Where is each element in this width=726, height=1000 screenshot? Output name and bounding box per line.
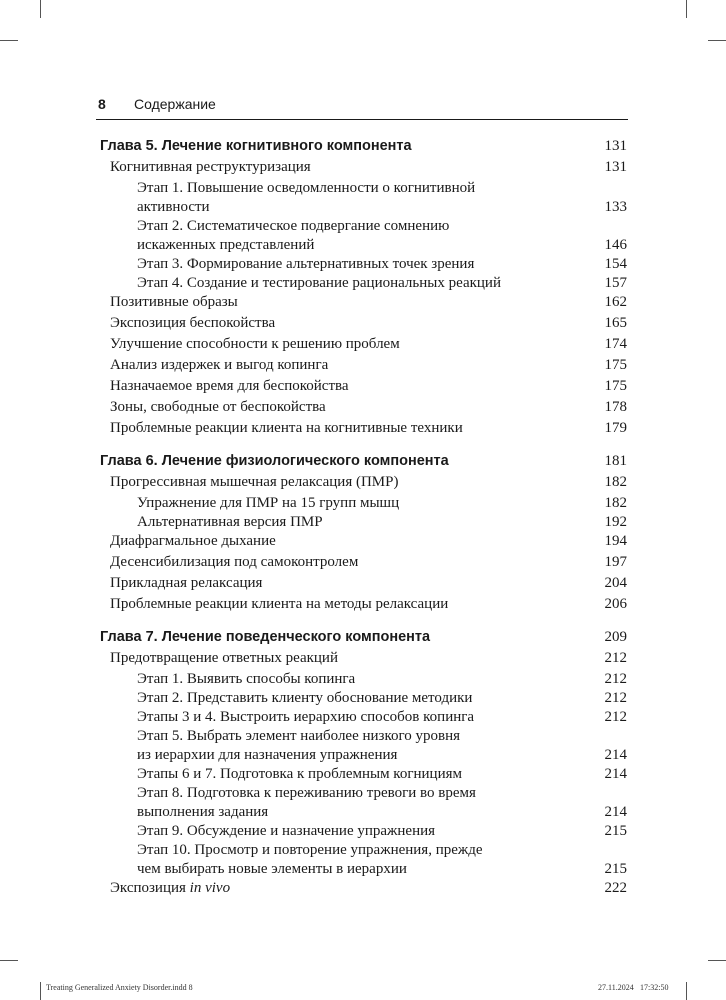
page-ref: 175 bbox=[604, 378, 627, 394]
entry-title: Этап 3. Формирование альтернативных точек зрения bbox=[137, 256, 475, 272]
entry-title: Экспозиция bbox=[110, 880, 190, 896]
entry-title: Этап 8. Подготовка к переживанию тревоги во время bbox=[137, 785, 476, 801]
toc-entry bbox=[137, 707, 627, 727]
page-ref: 157 bbox=[604, 275, 627, 291]
toc-entry bbox=[137, 669, 627, 689]
toc-entry bbox=[110, 334, 627, 354]
entry-title: чем выбирать новые элементы в иерархии bbox=[137, 861, 407, 877]
page-ref: 204 bbox=[604, 575, 627, 591]
toc-entry bbox=[137, 840, 627, 860]
crop-mark bbox=[686, 0, 687, 18]
toc-entry bbox=[110, 418, 627, 438]
entry-title: Этап 9. Обсуждение и назначение упражнения bbox=[137, 823, 436, 839]
page-ref: 131 bbox=[604, 159, 627, 175]
entry-title: искаженных представлений bbox=[137, 237, 315, 253]
toc-entry bbox=[137, 745, 627, 765]
page-ref: 182 bbox=[604, 474, 627, 490]
toc-entry bbox=[137, 783, 627, 803]
toc-entry bbox=[110, 355, 627, 375]
entry-title: Предотвращение ответных реакций bbox=[110, 650, 338, 666]
page-ref: 209 bbox=[604, 629, 627, 645]
toc-entry bbox=[110, 552, 627, 572]
page-ref: 175 bbox=[604, 357, 627, 373]
crop-mark bbox=[708, 960, 726, 961]
toc-entry bbox=[137, 273, 627, 293]
toc-entry bbox=[110, 531, 627, 551]
page-ref: 162 bbox=[604, 294, 627, 310]
page-ref: 212 bbox=[604, 671, 627, 687]
toc-entry bbox=[137, 235, 627, 255]
entry-title: Этап 5. Выбрать элемент наиболее низкого уровня bbox=[137, 728, 461, 744]
page-ref: 182 bbox=[604, 495, 627, 511]
running-title: Содержание bbox=[134, 96, 216, 112]
toc-entry bbox=[110, 397, 627, 417]
toc-entry bbox=[137, 688, 627, 708]
entry-title: из иерархии для назначения упражнения bbox=[137, 747, 398, 763]
header-divider bbox=[96, 119, 628, 120]
entry-title: активности bbox=[137, 199, 210, 215]
page-ref: 214 bbox=[604, 766, 627, 782]
chapter-title: Глава 7. Лечение поведенческого компонента bbox=[100, 629, 431, 645]
toc-entry bbox=[137, 512, 627, 532]
chapter-title: Глава 6. Лечение физиологического компонента bbox=[100, 453, 449, 469]
entry-title: Этапы 3 и 4. Выстроить иерархию способов копинга bbox=[137, 709, 475, 725]
footer-date: 27.11.2024 bbox=[598, 983, 634, 992]
entry-title: Проблемные реакции клиента на методы релаксации bbox=[110, 596, 449, 612]
toc-chapter bbox=[100, 136, 627, 156]
page-ref: 194 bbox=[604, 533, 627, 549]
toc-entry bbox=[137, 859, 627, 879]
toc-entry bbox=[137, 821, 627, 841]
entry-title: Зоны, свободные от беспокойства bbox=[110, 399, 326, 415]
entry-title: Улучшение способности к решению проблем bbox=[110, 336, 400, 352]
toc-chapter bbox=[100, 627, 627, 647]
page-ref: 146 bbox=[604, 237, 627, 253]
entry-title: Альтернативная версия ПМР bbox=[137, 514, 323, 530]
page-ref: 197 bbox=[604, 554, 627, 570]
toc-entry bbox=[110, 292, 627, 312]
toc-entry bbox=[110, 157, 627, 177]
page-ref: 192 bbox=[604, 514, 627, 530]
page-ref: 133 bbox=[604, 199, 627, 215]
page-header bbox=[96, 96, 628, 116]
entry-title: выполнения задания bbox=[137, 804, 269, 820]
page-ref: 215 bbox=[604, 861, 627, 877]
toc-entry bbox=[137, 764, 627, 784]
entry-title: Назначаемое время для беспокойства bbox=[110, 378, 349, 394]
crop-mark bbox=[686, 982, 687, 1000]
toc-entry bbox=[137, 493, 627, 513]
entry-title: Этап 2. Представить клиенту обоснование методики bbox=[137, 690, 473, 706]
page-ref: 214 bbox=[604, 747, 627, 763]
entry-title: Прикладная релаксация bbox=[110, 575, 263, 591]
page-ref: 178 bbox=[604, 399, 627, 415]
toc-entry bbox=[110, 376, 627, 396]
page-ref: 214 bbox=[604, 804, 627, 820]
entry-title: Экспозиция беспокойства bbox=[110, 315, 276, 331]
page-ref: 165 bbox=[604, 315, 627, 331]
entry-title: Этап 1. Выявить способы копинга bbox=[137, 671, 356, 687]
toc-entry bbox=[110, 472, 627, 492]
page-ref: 212 bbox=[604, 650, 627, 666]
entry-title: Этап 2. Систематическое подвергание сомнению bbox=[137, 218, 450, 234]
page-ref: 154 bbox=[604, 256, 627, 272]
toc-entry bbox=[137, 802, 627, 822]
crop-mark bbox=[708, 40, 726, 41]
page-ref: 181 bbox=[604, 453, 627, 469]
entry-title: Этап 4. Создание и тестирование рациональных реакций bbox=[137, 275, 501, 291]
entry-title: Этапы 6 и 7. Подготовка к проблемным когнициям bbox=[137, 766, 462, 782]
page-ref: 212 bbox=[604, 709, 627, 725]
page-ref: 179 bbox=[604, 420, 627, 436]
crop-mark bbox=[40, 982, 41, 1000]
page-number: 8 bbox=[98, 96, 106, 112]
toc-entry bbox=[110, 878, 627, 898]
footer-time: 17:32:50 bbox=[640, 983, 669, 992]
toc-entry bbox=[137, 254, 627, 274]
crop-mark bbox=[40, 0, 41, 18]
footer-file: Treating Generalized Anxiety Disorder.indd 8 bbox=[46, 983, 193, 992]
entry-title: Прогрессивная мышечная релаксация (ПМР) bbox=[110, 474, 399, 490]
toc-entry bbox=[137, 216, 627, 236]
entry-title: Десенсибилизация под самоконтролем bbox=[110, 554, 359, 570]
entry-title: Проблемные реакции клиента на когнитивные техники bbox=[110, 420, 463, 436]
crop-mark bbox=[0, 960, 18, 961]
entry-title: Диафрагмальное дыхание bbox=[110, 533, 276, 549]
entry-title: Этап 10. Просмотр и повторение упражнения, прежде bbox=[137, 842, 483, 858]
toc-entry bbox=[137, 197, 627, 217]
toc-entry bbox=[110, 313, 627, 333]
page-ref: 215 bbox=[604, 823, 627, 839]
crop-mark bbox=[0, 40, 18, 41]
entry-title-italic: in vivo bbox=[189, 880, 231, 896]
entry-title: Анализ издержек и выгод копинга bbox=[110, 357, 329, 373]
toc-entry bbox=[137, 726, 627, 746]
page-ref: 206 bbox=[604, 596, 627, 612]
toc-entry bbox=[137, 178, 627, 198]
chapter-title: Глава 5. Лечение когнитивного компонента bbox=[100, 138, 412, 154]
toc-chapter bbox=[100, 451, 627, 471]
page-ref: 131 bbox=[604, 138, 627, 154]
entry-title: Позитивные образы bbox=[110, 294, 238, 310]
page-ref: 222 bbox=[604, 880, 627, 896]
entry-title: Когнитивная реструктуризация bbox=[110, 159, 311, 175]
toc-entry bbox=[110, 594, 627, 614]
entry-title: Упражнение для ПМР на 15 групп мышц bbox=[137, 495, 400, 511]
toc-entry bbox=[110, 573, 627, 593]
entry-title: Этап 1. Повышение осведомленности о когнитивной bbox=[137, 180, 476, 196]
toc-entry bbox=[110, 648, 627, 668]
page-ref: 174 bbox=[604, 336, 627, 352]
page-ref: 212 bbox=[604, 690, 627, 706]
